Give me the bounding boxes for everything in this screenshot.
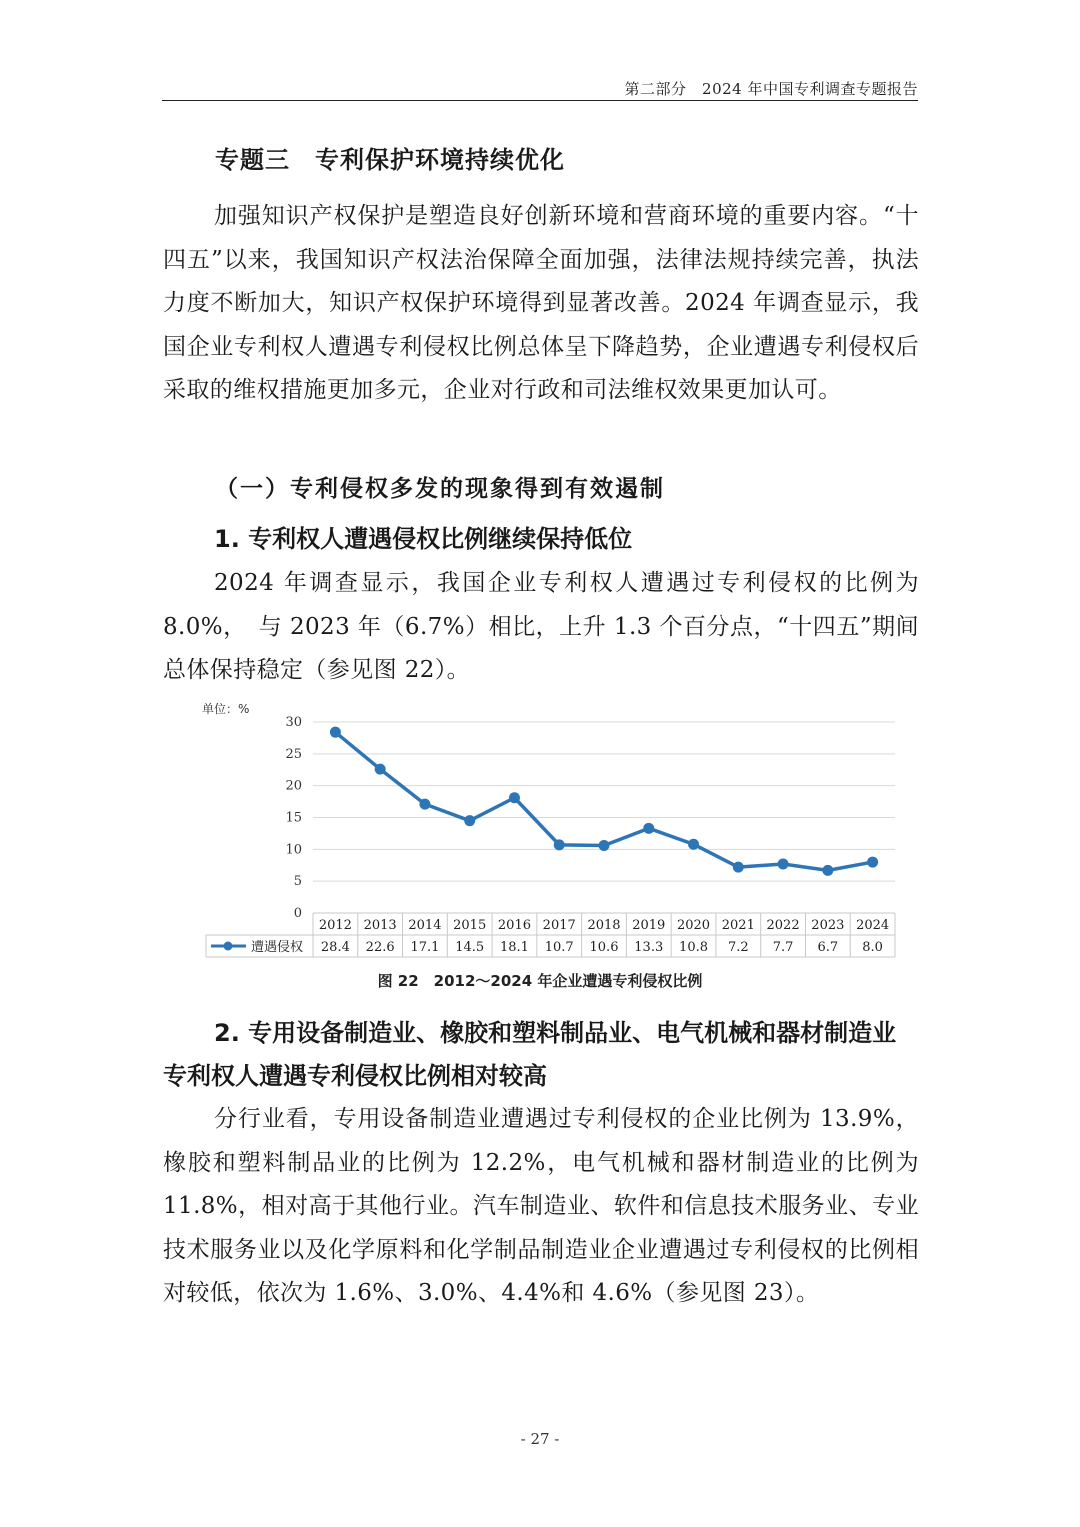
x-tick-label: 2022 [766, 918, 800, 933]
data-label: 10.7 [544, 940, 574, 955]
y-tick-label: 15 [285, 810, 302, 826]
data-label: 8.0 [862, 940, 883, 955]
data-point-2023 [822, 865, 833, 876]
data-label: 10.6 [589, 940, 619, 955]
x-tick-label: 2016 [497, 918, 532, 933]
legend-label: 遭遇侵权 [251, 940, 304, 955]
chart-points [330, 727, 878, 876]
y-tick-label: 25 [285, 746, 302, 762]
y-tick-label: 10 [285, 842, 302, 858]
data-point-2022 [778, 858, 789, 869]
data-point-2024 [867, 857, 878, 868]
data-point-2019 [643, 823, 654, 834]
x-tick-label: 2019 [632, 918, 666, 933]
x-tick-label: 2017 [542, 918, 576, 933]
subsection-2-title: 2. 专用设备制造业、橡胶和塑料制品业、电气机械和器材制造业专利权人遭遇专利侵权比例相对较高 [163, 1019, 897, 1090]
data-label: 6.7 [817, 940, 839, 955]
data-label: 28.4 [320, 940, 350, 955]
intro-paragraph: 加强知识产权保护是塑造良好创新环境和营商环境的重要内容。“十四五”以来，我国知识产权法治保障全面加强，法律法规持续完善，执法力度不断加大，知识产权保护环境得到显著改善。2024 年调查显示，我国企业专利权人遭遇专利侵权比例总体呈下降趋势，企业遭遇专利侵权后采取的维权措施更加多元，企业对行政和司法维权效果更加认可。 [163, 203, 919, 403]
chart-unit-label: 单位：% [202, 702, 250, 716]
data-label: 22.6 [365, 940, 395, 955]
y-tick-label: 30 [285, 715, 302, 730]
page-number: - 27 - [520, 1430, 560, 1448]
data-point-2015 [464, 815, 475, 826]
x-tick-label: 2014 [408, 918, 442, 933]
y-tick-label: 0 [293, 906, 302, 921]
topic-title: 专题三 专利保护环境持续优化 [215, 146, 565, 174]
y-tick-label: 20 [285, 778, 302, 794]
data-label: 17.1 [410, 940, 440, 955]
running-header: 第二部分 2024 年中国专利调查专题报告 [624, 80, 918, 98]
x-tick-label: 2024 [856, 918, 890, 933]
subsection-1-paragraph: 2024 年调查显示，我国企业专利权人遭遇过专利侵权的比例为 8.0%， 与 2023 年（6.7%）相比，上升 1.3 个百分点，“十四五”期间总体保持稳定（参见图 22）。 [163, 570, 919, 683]
chart-gridlines [313, 722, 895, 881]
data-point-2014 [419, 799, 430, 810]
x-tick-label: 2012 [318, 918, 352, 933]
data-label: 14.5 [455, 940, 485, 955]
data-point-2018 [599, 840, 610, 851]
x-tick-label: 2015 [453, 918, 487, 933]
line-chart [190, 695, 900, 960]
chart-y-ticks [285, 715, 302, 921]
x-tick-label: 2021 [721, 918, 755, 933]
data-label: 10.8 [679, 940, 709, 955]
x-tick-label: 2013 [363, 918, 397, 933]
data-point-2017 [554, 839, 565, 850]
data-label: 13.3 [634, 940, 664, 955]
subsection-1-title: 1. 专利权人遭遇侵权比例继续保持低位 [214, 525, 633, 553]
chart-data-table [206, 913, 895, 957]
y-tick-label: 5 [293, 874, 302, 890]
data-point-2013 [375, 764, 386, 775]
x-tick-label: 2023 [811, 918, 845, 933]
data-point-2016 [509, 792, 520, 803]
x-tick-label: 2020 [676, 918, 711, 933]
figure-caption: 图 22 2012～2024 年企业遭遇专利侵权比例 [377, 972, 703, 990]
data-point-2021 [733, 862, 744, 873]
data-label: 18.1 [499, 940, 529, 955]
data-point-2020 [688, 839, 699, 850]
data-point-2012 [330, 727, 341, 738]
data-label: 7.2 [727, 940, 749, 955]
header-rule [162, 100, 918, 101]
x-tick-label: 2018 [587, 918, 621, 933]
legend-marker [224, 942, 233, 951]
data-label: 7.7 [772, 940, 794, 955]
subsection-2-paragraph: 分行业看，专用设备制造业遭遇过专利侵权的企业比例为 13.9%，橡胶和塑料制品业的比例为 12.2%，电气机械和器材制造业的比例为 11.8%，相对高于其他行业。汽车制造业、软件和信息技术服务业、专业技术服务业以及化学原料和化学制品制造业企业遭遇过专利侵权的比例相对较低，依次为 1.6%、3.0%、4.4%和 4.6%（参见图 23）。 [163, 1106, 919, 1306]
section-title: （一）专利侵权多发的现象得到有效遏制 [215, 475, 665, 502]
